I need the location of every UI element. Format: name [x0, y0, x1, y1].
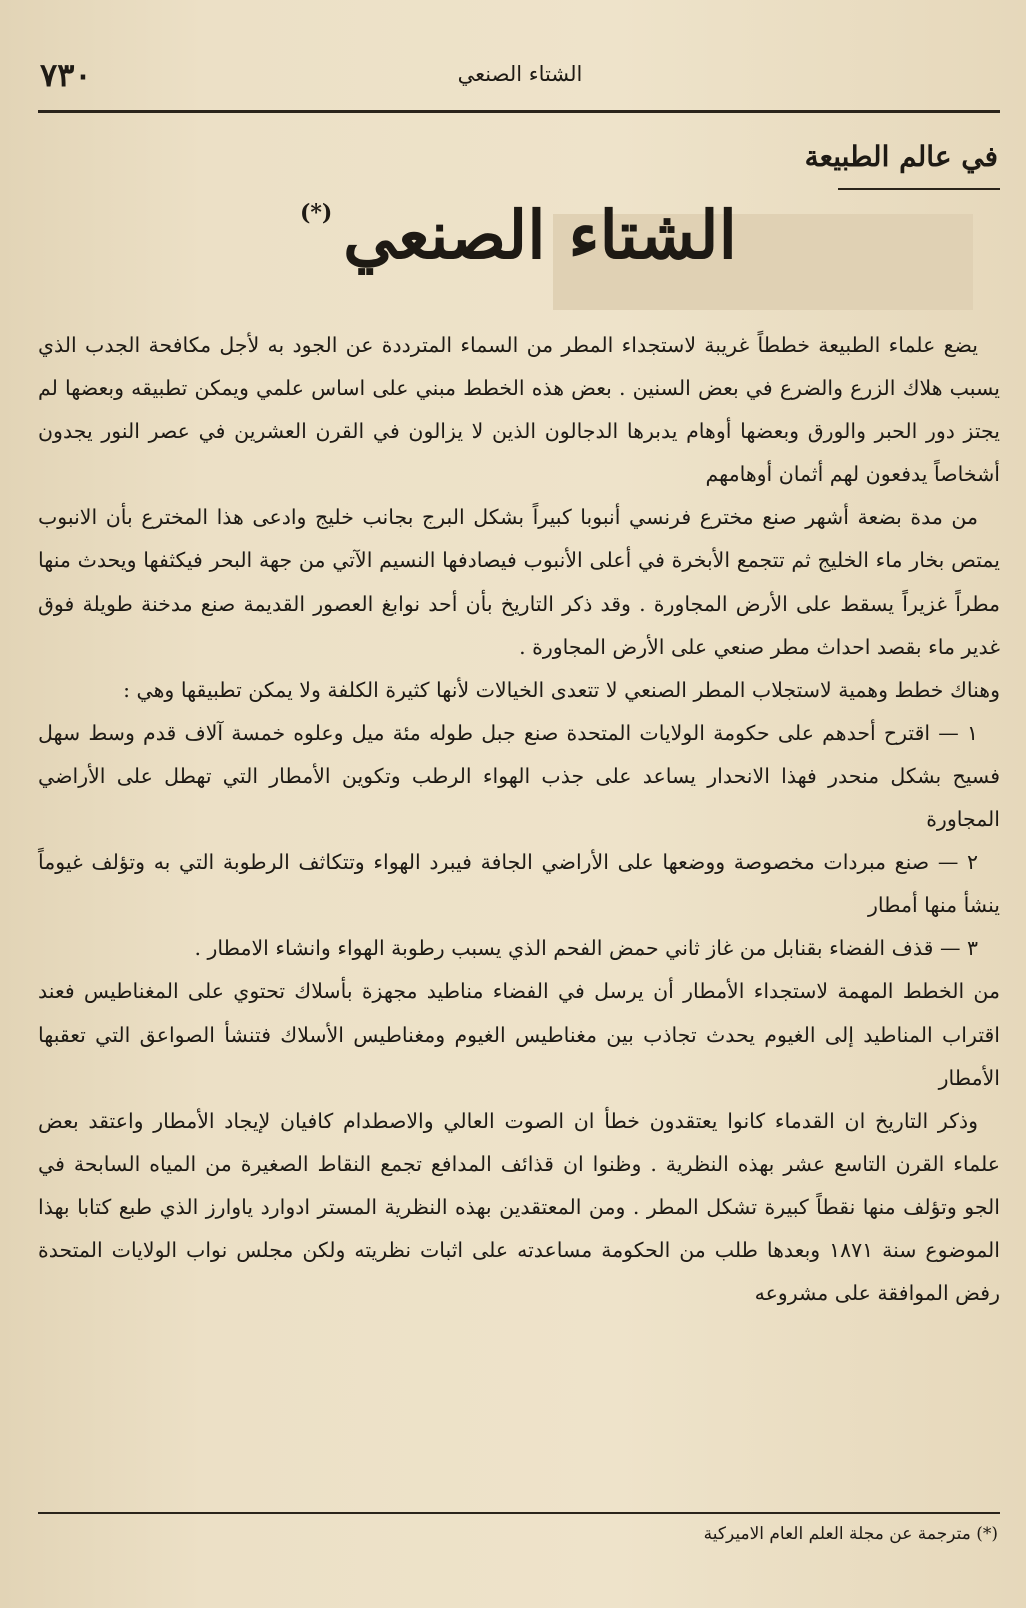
- list-item-2: ٢ — صنع مبردات مخصوصة ووضعها على الأراضي الجافة فيبرد الهواء وتتكاثف الرطوبة التي به وتؤلف غيوماً ينشأ منها أمطار: [38, 850, 1000, 918]
- header-rule: [38, 110, 1000, 113]
- paragraph-1: يضع علماء الطبيعة خططاً غريبة لاستجداء المطر من السماء المترددة عن الجود به لأجل مكافحة الجدب الذي يسبب هلاك الزرع والضرع في بعض السنين . بعض هذه الخطط مبني على اساس علمي ويمكن تطبيقه وبعضها لم يجتز دور الحبر والورق وبعضها أوهام يدبرها الدجالون الذين لا يزالون في القرن العشرين في عصر النور يجدون أشخاصاً يدفعون لهم أثمان أوهامهم: [38, 333, 1000, 487]
- page-header: [40, 56, 1000, 108]
- article-title: الشتاء الصنعي: [343, 196, 737, 274]
- list-item-1: ١ — اقترح أحدهم على حكومة الولايات المتحدة صنع جبل طوله مئة ميل وعلوه خمسة آلاف قدم وسط سهل فسيح بشكل منحدر فهذا الانحدار يساعد على جذب الهواء الرطب وتكوين الأمطار التي تهطل على الأراضي المجاورة: [38, 720, 1000, 832]
- paragraph-2: من مدة بضعة أشهر صنع مخترع فرنسي أنبوبا كبيراً بشكل البرج بجانب خليج وادعى هذا المخترع بأن الانبوب يمتص بخار ماء الخليج ثم تتجمع الأبخرة في أعلى الأنبوب فيصادفها النسيم الآتي من جهة البحر فيكثفها ويحدث منها مطراً غزيراً يسقط على الأرض المجاورة . وقد ذكر التاريخ بأن أحد نوابغ العصور القديمة صنع مدخنة طويلة فوق غدير ماء بقصد احداث مطر صنعي على الأرض المجاورة .: [38, 505, 1000, 659]
- title-footnote-marker: (*): [300, 200, 333, 226]
- article-body: [38, 324, 1000, 1315]
- list-item-3: ٣ — قذف الفضاء بقنابل من غاز ثاني حمض الفحم الذي يسبب رطوبة الهواء وانشاء الامطار .: [194, 936, 978, 961]
- section-underline: [838, 188, 1000, 190]
- page-number: ٧٣٠: [40, 56, 92, 94]
- paragraph-3: وهناك خطط وهمية لاستجلاب المطر الصنعي لا تتعدى الخيالات لأنها كثيرة الكلفة ولا يمكن تطبيقها وهي :: [123, 677, 1000, 702]
- paragraph-4: من الخطط المهمة لاستجداء الأمطار أن يرسل في الفضاء مناطيد مجهزة بأسلاك تحتوي على المغناطيس فعند اقتراب المناطيد إلى الغيوم يحدث تجاذب بين مغناطيس الغيوم ومغناطيس الأسلاك فتنشأ الصواعق التي تعقبها الأمطار: [38, 979, 1000, 1090]
- footnote: (*) مترجمة عن مجلة العلم العام الاميركية: [703, 1524, 998, 1544]
- paragraph-5: وذكر التاريخ ان القدماء كانوا يعتقدون خطأ ان الصوت العالي والاصطدام كافيان لإيجاد الأمطار واعتقد بعض علماء القرن التاسع عشر بهذه النظرية . وظنوا ان قذائف المدافع تجمع النقاط الصغيرة من المياه السابحة في الجو وتؤلف منها نقطاً كبيرة تشكل المطر . ومن المعتقدين بهذه النظرية المستر ادوارد ياوارز الذي طبع كتابا بهذا الموضوع سنة ١٨٧١ وبعدها طلب من الحكومة مساعدته على اثبات نظريته ولكن مجلس نواب الولايات المتحدة رفض الموافقة على مشروعه: [38, 1108, 1000, 1306]
- running-title: الشتاء الصنعي: [457, 62, 583, 86]
- footnote-rule: [38, 1512, 1000, 1514]
- section-label: في عالم الطبيعة: [804, 140, 998, 173]
